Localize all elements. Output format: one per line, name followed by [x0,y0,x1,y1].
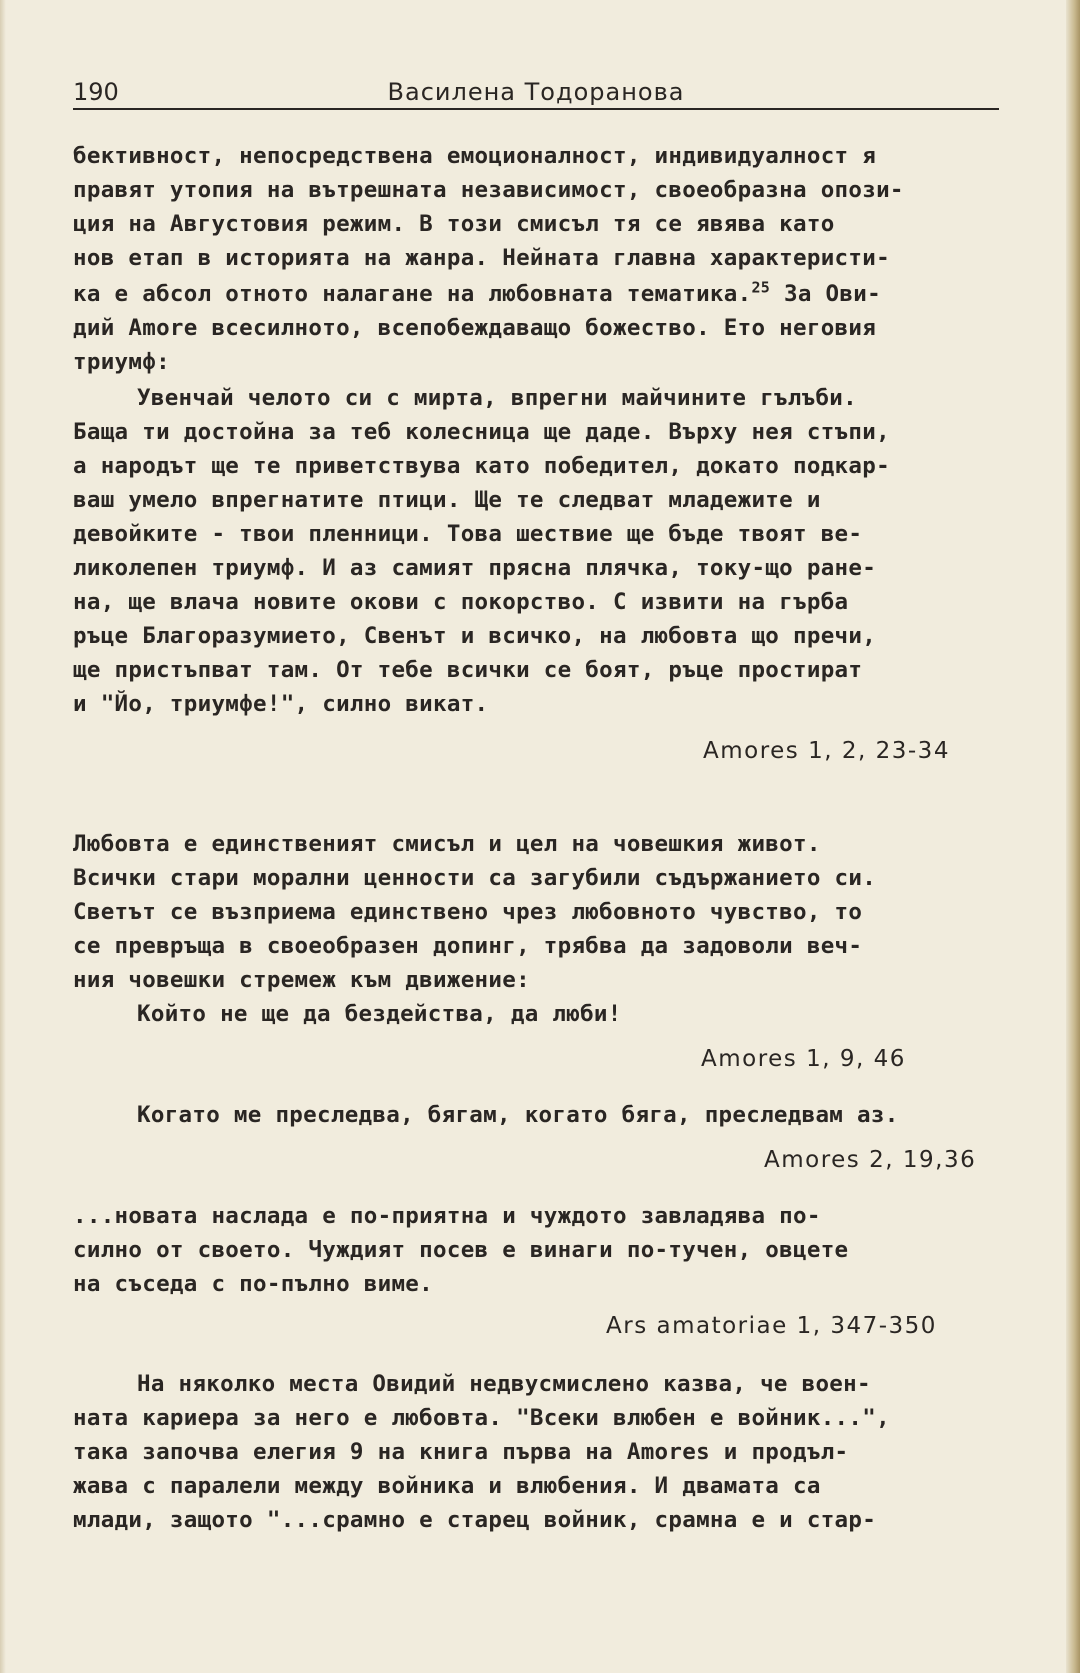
citation-source: Ars amatoriae 1, 347-350 [606,1313,937,1339]
text-segment: За Ови- [770,281,881,307]
quote-line: ръце Благоразумието, Свенът и всичко, на любовта що пречи, [73,623,877,649]
page-header [73,76,999,110]
text-line: жава с паралели между войника и влюбения. И двамата са [73,1473,821,1499]
page-number: 190 [73,78,119,106]
text-line: нов етап в историята на жанра. Нейната главна характеристи- [73,245,890,271]
quote-line: силно от своето. Чуждият посев е винаги по-тучен, овцете [73,1237,849,1263]
text-line: Светът се възприема единствено чрез любовното чувство, то [73,899,863,925]
text-line: ната кариера за него е любовта. "Всеки влюбен е войник...", [73,1405,890,1431]
quote-line: девойките - твои пленници. Това шествие ще бъде твоят ве- [73,521,863,547]
footnote-marker[interactable]: 25 [751,278,771,297]
text-segment: ка е абсол отното налагане на любовната тематика. [73,281,752,307]
text-line: дий Amore всесилното, всепобеждаващо божество. Ето неговия [73,315,877,341]
text-line: Любовта е единственият смисъл и цел на човешкия живот. [73,831,821,857]
quote-line: Когато ме преследва, бягам, когато бяга, преследвам аз. [137,1102,899,1128]
quote-line: Баща ти достойна за теб колесница ще даде. Върху нея стъпи, [73,419,890,445]
text-line [73,277,881,311]
quote-line: ликолепен триумф. И аз самият прясна плячка, току-що ране- [73,555,877,581]
quote-line: а народът ще те приветствува като победител, докато подкар- [73,453,890,479]
text-line: ния човешки стремеж към движение: [73,967,530,993]
text-line: правят утопия на вътрешната независимост, своеобразна опози- [73,177,904,203]
text-line: бективност, непосредствена емоционалност, индивидуалност я [73,143,877,169]
quote-line: ваш умело впрегнатите птици. Ще те следват младежите и [73,487,821,513]
quote-line: ...новата наслада е по-приятна и чуждото завладява по- [73,1203,821,1229]
text-line: така започва елегия 9 на книга първа на Amores и продъл- [73,1439,849,1465]
quote-line: и "Йо, триумфе!", силно викат. [73,691,489,717]
quote-line: Който не ще да бездейства, да люби! [137,1001,622,1027]
quote-line: на, ще влача новите окови с покорство. С извити на гърба [73,589,849,615]
citation-source: Amores 1, 9, 46 [701,1046,906,1072]
quote-line: ще пристъпват там. От тебе всички се боят, ръце простират [73,657,863,683]
citation-source: Amores 2, 19,36 [764,1147,977,1173]
page-right-edge [1066,0,1080,1673]
page-left-edge [0,0,6,1673]
text-line: ция на Августовия режим. В този смисъл тя се явява като [73,211,835,237]
running-title: Василена Тодоранова [387,78,685,106]
text-line: се превръща в своеобразен допинг, трябва да задоволи веч- [73,933,863,959]
citation-source: Amores 1, 2, 23-34 [703,738,950,764]
text-line: триумф: [73,349,170,375]
text-line: На няколко места Овидий недвусмислено казва, че воен- [137,1371,871,1397]
quote-line: на съседа с по-пълно виме. [73,1271,433,1297]
text-line: Всички стари морални ценности са загубили съдържанието си. [73,865,877,891]
text-line: млади, защото "...срамно е старец войник, срамна е и стар- [73,1507,877,1533]
quote-line: Увенчай челото си с мирта, впрегни майчините гълъби. [137,385,857,411]
